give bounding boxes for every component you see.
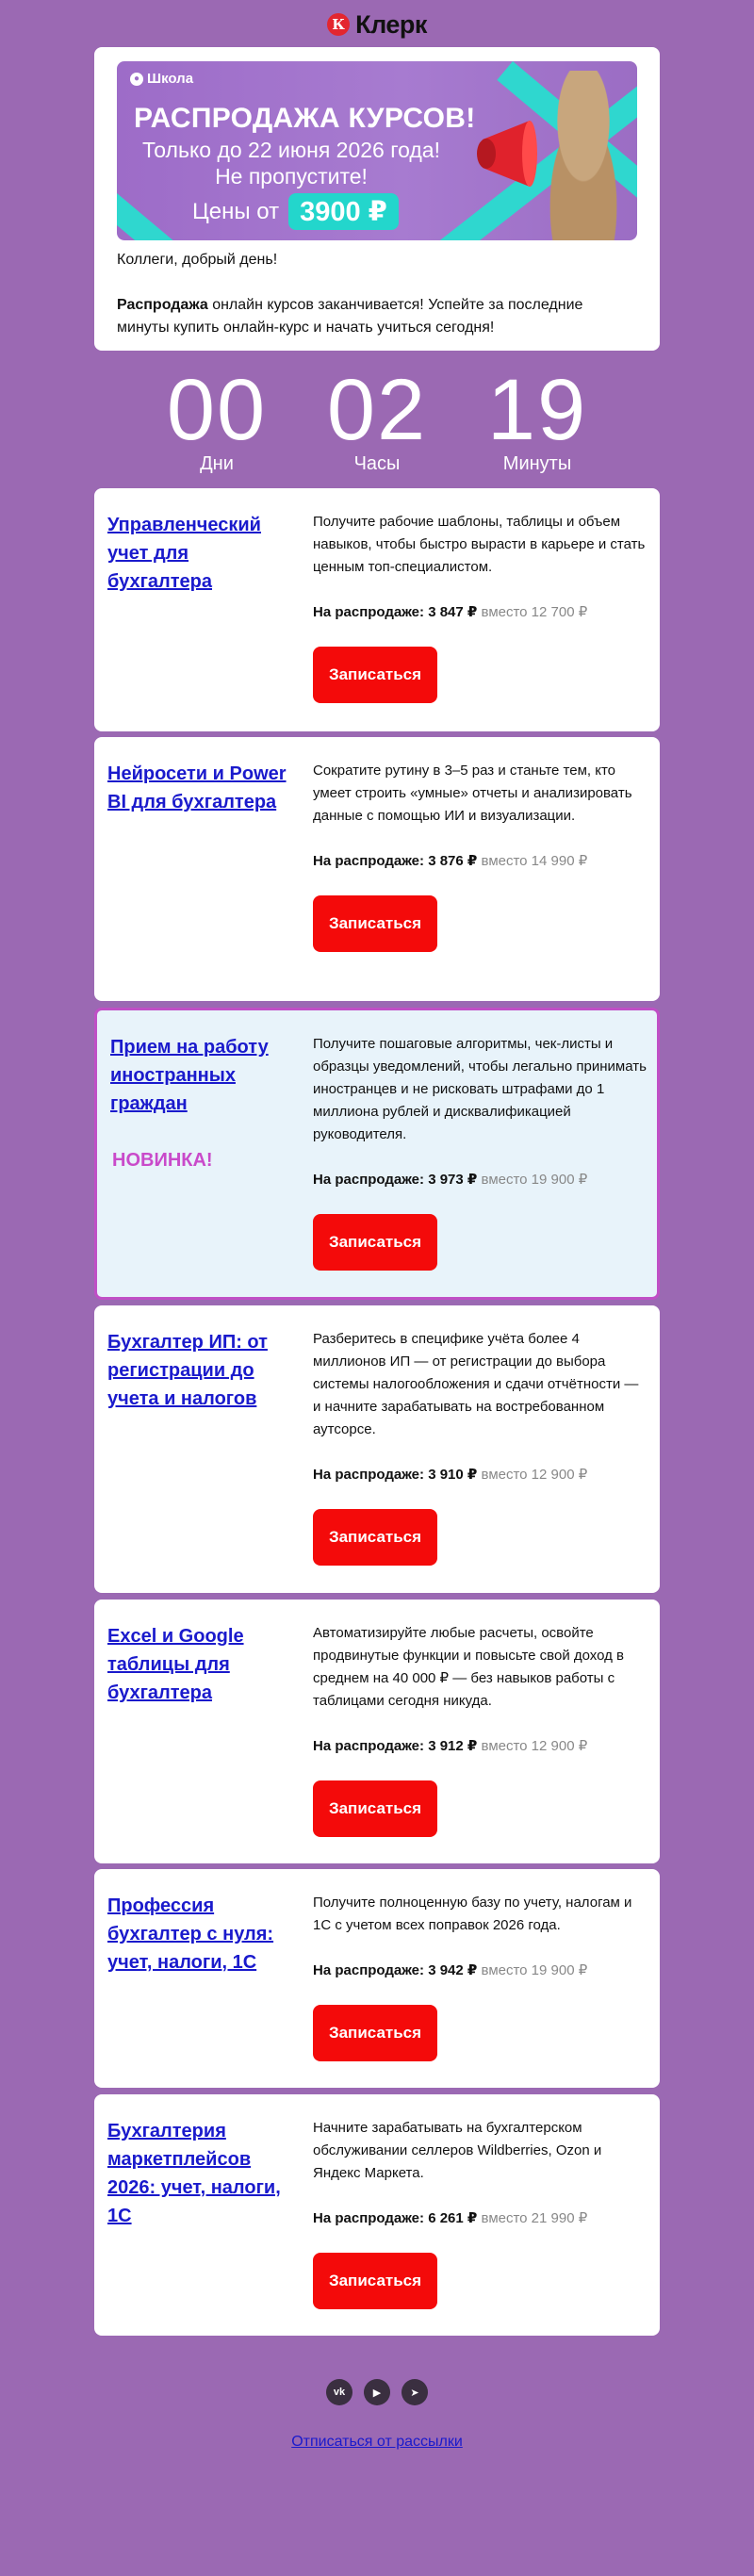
timer-label: Часы — [353, 453, 401, 474]
sale-price: 3 942 ₽ — [428, 1962, 478, 1978]
timer-label: Дни — [200, 453, 234, 474]
old-price: вместо 14 990 ₽ — [481, 853, 588, 869]
sale-price: 3 912 ₽ — [428, 1738, 478, 1754]
course-description: Получите пошаговые алгоритмы, чек-листы и образцы уведомлений, чтобы легально принимать иностранцев и не рисковать штрафами до 1 миллиона рублей и дисквалификацией руководителя. — [313, 1036, 647, 1142]
banner-line2: Не пропустите! — [215, 164, 368, 189]
course-card — [94, 488, 660, 731]
course-card — [94, 1600, 660, 1863]
banner-line1: Только до 22 июня 2026 года! — [142, 138, 440, 162]
enroll-button[interactable]: Записаться — [313, 1509, 437, 1566]
old-price: вместо 12 900 ₽ — [481, 1738, 588, 1754]
telegram-icon[interactable]: ➤ — [402, 2379, 428, 2405]
old-price: вместо 19 900 ₽ — [481, 1172, 588, 1188]
banner-subtitle — [117, 137, 466, 189]
intro-paragraph — [117, 294, 637, 339]
course-description: Автоматизируйте любые расчеты, освойте продвинутые функции и повысьте свой доход в среднем на 40 000 ₽ — без навыков работы с таблицами сегодня никуда. — [313, 1625, 625, 1709]
course-body — [313, 511, 647, 703]
course-card — [94, 1869, 660, 2088]
banner-price — [192, 193, 399, 230]
timer-value: 00 — [166, 362, 268, 458]
timer-value: 02 — [326, 362, 428, 458]
price-label: На распродаже: — [313, 1467, 425, 1483]
course-body — [313, 1328, 647, 1566]
enroll-button[interactable]: Записаться — [313, 1214, 437, 1271]
course-description: Сократите рутину в 3–5 раз и станьте тем, кто умеет строить «умные» отчеты и анализировать данные с помощью ИИ и визуализации. — [313, 763, 632, 824]
sale-price: 3 910 ₽ — [428, 1467, 478, 1483]
banner-price-prefix: Цены от — [192, 198, 280, 224]
course-title-link[interactable]: Нейросети и Power BI для бухгалтера — [107, 763, 287, 812]
banner-title: РАСПРОДАЖА КУРСОВ! — [134, 103, 476, 134]
course-description: Получите рабочие шаблоны, таблицы и объем навыков, чтобы быстро вырасти в карьере и стать ценным топ-специалистом. — [313, 514, 646, 575]
logo-badge-icon: К — [327, 13, 350, 36]
timer-minutes — [476, 363, 598, 475]
price-label: На распродаже: — [313, 1738, 425, 1754]
old-price: вместо 12 700 ₽ — [481, 604, 588, 620]
price-label: На распродаже: — [313, 853, 425, 869]
unsubscribe-link[interactable]: Отписаться от рассылки — [291, 2434, 463, 2450]
social-links — [0, 2379, 754, 2405]
course-title-link[interactable]: Прием на работу иностранных граждан — [110, 1037, 269, 1114]
course-body — [313, 2117, 647, 2309]
timer-value: 19 — [486, 362, 588, 458]
course-title-link[interactable]: Excel и Google таблицы для бухгалтера — [107, 1626, 244, 1703]
course-price — [313, 850, 647, 873]
greeting: Коллеги, добрый день! — [117, 252, 278, 268]
course-description: Получите полноценную базу по учету, налогам и 1С с учетом всех поправок 2026 года. — [313, 1895, 632, 1933]
course-card-new — [94, 1008, 660, 1300]
banner-price-pill: 3900 ₽ — [288, 193, 399, 230]
sale-price: 3 876 ₽ — [428, 853, 478, 869]
cat-image — [532, 71, 635, 240]
course-title-link[interactable]: Профессия бухгалтер с нуля: учет, налоги, 1С — [107, 1895, 274, 1973]
vk-icon[interactable]: vk — [326, 2379, 352, 2405]
intro-rest: онлайн курсов заканчивается! Успейте за последние минуты купить онлайн-курс и начать учиться сегодня! — [117, 297, 583, 336]
old-price: вместо 21 990 ₽ — [481, 2210, 588, 2226]
enroll-button[interactable]: Записаться — [313, 2253, 437, 2309]
course-price — [313, 601, 647, 624]
course-price — [313, 1169, 647, 1191]
countdown-timer — [0, 363, 754, 475]
banner-school-logo — [130, 71, 193, 87]
course-body — [313, 1622, 647, 1837]
course-title-link[interactable]: Бухгалтерия маркетплейсов 2026: учет, налоги, 1С — [107, 2121, 281, 2226]
sale-price: 6 261 ₽ — [428, 2210, 478, 2226]
school-icon: ● — [130, 73, 143, 86]
old-price: вместо 19 900 ₽ — [481, 1962, 588, 1978]
course-title-link[interactable]: Бухгалтер ИП: от регистрации до учета и налогов — [107, 1332, 268, 1409]
enroll-button[interactable]: Записаться — [313, 647, 437, 703]
enroll-button[interactable]: Записаться — [313, 895, 437, 952]
banner-school-label: Школа — [147, 71, 194, 87]
enroll-button[interactable]: Записаться — [313, 2005, 437, 2061]
course-body — [313, 760, 647, 952]
price-label: На распродаже: — [313, 1172, 425, 1188]
course-description: Начните зарабатывать на бухгалтерском обслуживании селлеров Wildberries, Ozon и Яндекс Маркета. — [313, 2120, 602, 2181]
price-label: На распродаже: — [313, 604, 425, 620]
intro-card — [94, 47, 660, 351]
price-label: На распродаже: — [313, 1962, 425, 1978]
intro-bold: Распродажа — [117, 297, 208, 313]
course-description: Разберитесь в специфике учёта более 4 миллионов ИП — от регистрации до выбора системы налогообложения и сдачи отчётности — и начните зарабатывать на востребованном аутсорсе. — [313, 1331, 639, 1437]
course-body — [313, 1892, 647, 2061]
timer-days — [156, 363, 278, 475]
logo-text: Клерк — [355, 9, 427, 39]
sale-price: 3 973 ₽ — [428, 1172, 478, 1188]
old-price: вместо 12 900 ₽ — [481, 1467, 588, 1483]
course-title-link[interactable]: Управленческий учет для бухгалтера — [107, 515, 261, 592]
new-badge: НОВИНКА! — [112, 1150, 213, 1171]
course-price — [313, 2207, 647, 2230]
course-body — [313, 1033, 647, 1271]
timer-label: Минуты — [502, 453, 572, 474]
course-card — [94, 1305, 660, 1593]
sale-price: 3 847 ₽ — [428, 604, 478, 620]
promo-banner[interactable] — [117, 61, 637, 240]
youtube-icon[interactable]: ▶ — [364, 2379, 390, 2405]
enroll-button[interactable]: Записаться — [313, 1780, 437, 1837]
logo[interactable] — [0, 9, 754, 40]
course-price — [313, 1464, 647, 1486]
intro-text — [117, 249, 637, 339]
course-card — [94, 737, 660, 1001]
price-label: На распродаже: — [313, 2210, 425, 2226]
course-card — [94, 2094, 660, 2336]
timer-hours — [316, 363, 438, 475]
banner-ribbon — [117, 193, 204, 240]
course-price — [313, 1960, 647, 1982]
course-price — [313, 1735, 647, 1758]
